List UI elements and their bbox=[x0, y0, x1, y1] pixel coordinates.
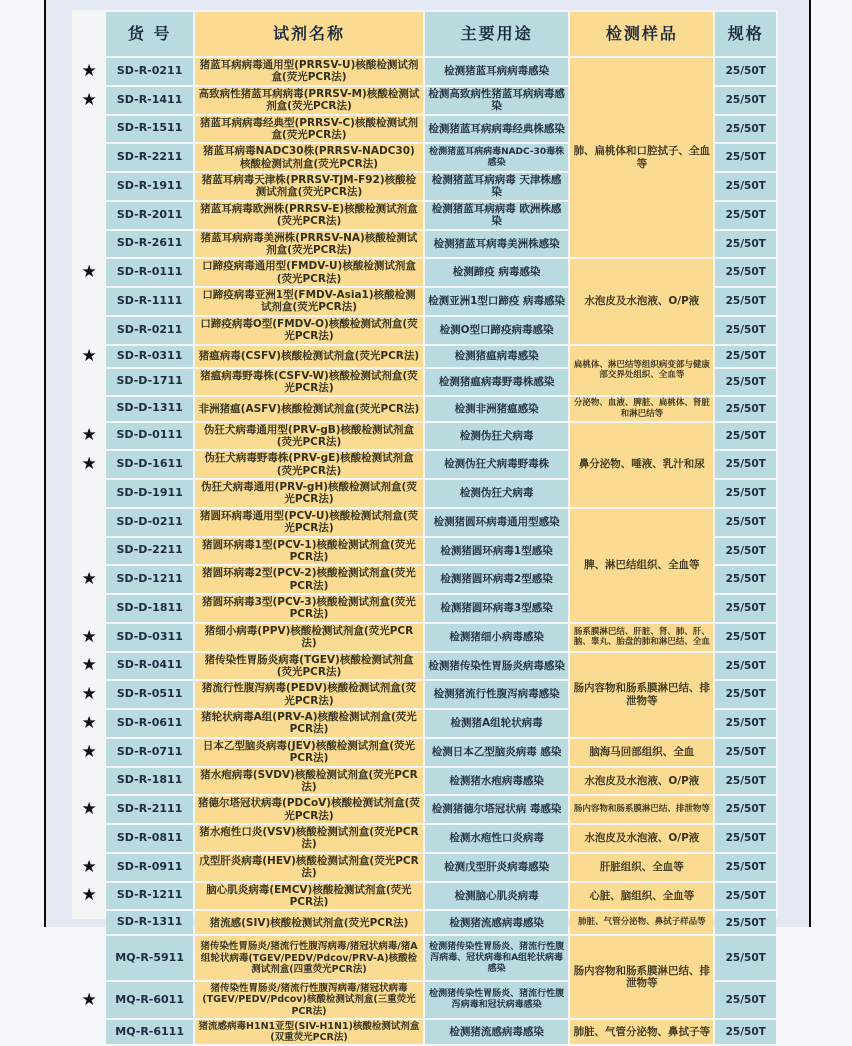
star-icon: ★ bbox=[81, 262, 97, 283]
cell-product-code: SD-R-1511 bbox=[106, 116, 193, 143]
cell-test-sample: 水泡皮及水泡液、O/P液 bbox=[570, 259, 713, 343]
cell-product-code: SD-D-1311 bbox=[106, 397, 193, 420]
star-icon: ★ bbox=[81, 89, 97, 110]
cell-spec: 25/50T bbox=[715, 116, 776, 143]
cell-spec: 25/50T bbox=[715, 231, 776, 258]
cell-test-sample: 肠内容物和肠系膜淋巴结、排泄物等 bbox=[570, 653, 713, 737]
table-row bbox=[74, 653, 776, 680]
cell-product-code: SD-D-0311 bbox=[106, 624, 193, 651]
cell-main-usage: 检测猪圆环病毒通用型感染 bbox=[425, 509, 568, 536]
cell-spec: 25/50T bbox=[715, 710, 776, 737]
star-gutter-cell bbox=[74, 538, 104, 565]
cell-reagent-name: 日本乙型脑炎病毒(JEV)核酸检测试剂盒(荧光PCR法) bbox=[195, 739, 423, 766]
star-gutter-cell bbox=[74, 144, 104, 171]
cell-main-usage: 检测戊型肝炎病毒感染 bbox=[425, 854, 568, 881]
cell-reagent-name: 口蹄疫病毒通用型(FMDV-U)核酸检测试剂盒(荧光PCR法) bbox=[195, 259, 423, 286]
cell-reagent-name: 猪水疱性口炎(VSV)核酸检测试剂盒(荧光PCR法) bbox=[195, 825, 423, 852]
cell-reagent-name: 猪流行性腹泻病毒(PEDV)核酸检测试剂盒(荧光PCR法) bbox=[195, 681, 423, 708]
star-icon: ★ bbox=[81, 856, 97, 877]
star-gutter-header bbox=[74, 12, 104, 56]
star-icon: ★ bbox=[81, 60, 97, 81]
cell-main-usage: 检测猪流感病毒感染 bbox=[425, 1020, 568, 1044]
cell-product-code: SD-R-0211 bbox=[106, 317, 193, 344]
cell-test-sample: 心脏、脑组织、全血等 bbox=[570, 883, 713, 910]
cell-product-code: SD-D-1711 bbox=[106, 369, 193, 396]
cell-product-code: SD-R-0211 bbox=[106, 58, 193, 85]
cell-product-code: SD-D-0211 bbox=[106, 509, 193, 536]
cell-spec: 25/50T bbox=[715, 739, 776, 766]
table-row bbox=[74, 58, 776, 85]
cell-main-usage: 检测水疱性口炎病毒 bbox=[425, 825, 568, 852]
cell-spec: 25/50T bbox=[715, 423, 776, 450]
cell-main-usage: 检测猪蓝耳病病毒 天津株感染 bbox=[425, 173, 568, 200]
cell-main-usage: 检测猪圆环病毒2型感染 bbox=[425, 566, 568, 593]
cell-main-usage: 检测猪流行性腹泻病毒感染 bbox=[425, 681, 568, 708]
cell-product-code: SD-R-2011 bbox=[106, 202, 193, 229]
cell-main-usage: 检测猪传染性胃肠炎、猪流行性腹泻病毒和冠状病毒感染 bbox=[425, 982, 568, 1018]
star-gutter-cell bbox=[74, 825, 104, 852]
cell-test-sample: 水泡皮及水泡液、O/P液 bbox=[570, 825, 713, 852]
cell-reagent-name: 猪轮状病毒A组(PRV-A)核酸检测试剂盒(荧光PCR法) bbox=[195, 710, 423, 737]
table-panel bbox=[72, 10, 778, 1044]
cell-main-usage: 检测猪瘟病毒感染 bbox=[425, 346, 568, 367]
cell-product-code: SD-R-0711 bbox=[106, 739, 193, 766]
right-crop-line bbox=[809, 0, 811, 927]
cell-product-code: SD-R-0611 bbox=[106, 710, 193, 737]
cell-product-code: SD-R-1311 bbox=[106, 911, 193, 934]
cell-main-usage: 检测高致病性猪蓝耳病病毒感染 bbox=[425, 87, 568, 114]
cell-product-code: SD-D-1611 bbox=[106, 451, 193, 478]
cell-spec: 25/50T bbox=[715, 259, 776, 286]
star-gutter-cell bbox=[74, 173, 104, 200]
cell-main-usage: 检测伪狂犬病毒野毒株 bbox=[425, 451, 568, 478]
cell-product-code: SD-D-0111 bbox=[106, 423, 193, 450]
col-header-spec: 规格 bbox=[715, 12, 776, 56]
cell-main-usage: 检测猪传染性胃肠炎病毒感染 bbox=[425, 653, 568, 680]
cell-main-usage: 检测猪传染性胃肠炎、猪流行性腹泻病毒、冠状病毒和A组轮状病毒感染 bbox=[425, 936, 568, 980]
cell-spec: 25/50T bbox=[715, 369, 776, 396]
star-gutter-cell bbox=[74, 936, 104, 980]
cell-main-usage: 检测猪A组轮状病毒 bbox=[425, 710, 568, 737]
cell-reagent-name: 伪狂犬病毒通用(PRV-gH)核酸检测试剂盒(荧光PCR法) bbox=[195, 480, 423, 507]
star-gutter-cell bbox=[74, 480, 104, 507]
star-gutter-cell bbox=[74, 1020, 104, 1044]
star-gutter-cell bbox=[74, 595, 104, 622]
cell-spec: 25/50T bbox=[715, 202, 776, 229]
cell-reagent-name: 猪瘟病毒野毒株(CSFV-W)核酸检测试剂盒(荧光PCR法) bbox=[195, 369, 423, 396]
cell-main-usage: 检测猪德尔塔冠状病 毒感染 bbox=[425, 796, 568, 823]
cell-product-code: SD-R-0311 bbox=[106, 346, 193, 367]
cell-main-usage: 检测日本乙型脑炎病毒 感染 bbox=[425, 739, 568, 766]
cell-main-usage: 检测蹄疫 病毒感染 bbox=[425, 259, 568, 286]
cell-product-code: SD-D-1911 bbox=[106, 480, 193, 507]
star-icon: ★ bbox=[81, 712, 97, 733]
cell-test-sample: 脾、淋巴结组织、全血等 bbox=[570, 509, 713, 622]
cell-test-sample: 鼻分泌物、唾液、乳汁和尿 bbox=[570, 423, 713, 507]
cell-spec: 25/50T bbox=[715, 144, 776, 171]
cell-reagent-name: 猪流感(SIV)核酸检测试剂盒(荧光PCR法) bbox=[195, 911, 423, 934]
cell-main-usage: 检测猪水疱病毒感染 bbox=[425, 768, 568, 795]
cell-reagent-name: 高致病性猪蓝耳病病毒(PRRSV-M)核酸检测试剂盒(荧光PCR法) bbox=[195, 87, 423, 114]
cell-main-usage: 检测猪蓝耳病病毒NADC-30毒株感染 bbox=[425, 144, 568, 171]
cell-test-sample: 水泡皮及水泡液、O/P液 bbox=[570, 768, 713, 795]
cell-test-sample: 扁桃体、淋巴结等组织病变部与健康部交界处组织、全血等 bbox=[570, 346, 713, 396]
cell-test-sample: 肠系膜淋巴结、肝脏、肾、肺、肝、脑、睾丸、胎盘的肺和淋巴结、全血 bbox=[570, 624, 713, 651]
cell-spec: 25/50T bbox=[715, 288, 776, 315]
cell-spec: 25/50T bbox=[715, 509, 776, 536]
cell-reagent-name: 猪传染性胃肠炎/猪流行性腹泻病毒/猪冠状病毒(TGEV/PEDV/Pdcov)核酸检测试剂盒(三重荧光PCR法) bbox=[195, 982, 423, 1018]
cell-product-code: SD-R-1211 bbox=[106, 883, 193, 910]
cell-spec: 25/50T bbox=[715, 768, 776, 795]
table-row bbox=[74, 883, 776, 910]
table-row bbox=[74, 936, 776, 980]
star-gutter-cell bbox=[74, 202, 104, 229]
table-row bbox=[74, 346, 776, 367]
table-row bbox=[74, 739, 776, 766]
table-row bbox=[74, 259, 776, 286]
table-row bbox=[74, 624, 776, 651]
star-icon: ★ bbox=[81, 569, 97, 590]
cell-product-code: SD-R-0111 bbox=[106, 259, 193, 286]
cell-reagent-name: 猪蓝耳病病毒经典型(PRRSV-C)核酸检测试剂盒(荧光PCR法) bbox=[195, 116, 423, 143]
table-row bbox=[74, 796, 776, 823]
cell-main-usage: 检测伪狂犬病毒 bbox=[425, 480, 568, 507]
cell-reagent-name: 口蹄疫病毒O型(FMDV-O)核酸检测试剂盒(荧光PCR法) bbox=[195, 317, 423, 344]
cell-reagent-name: 猪蓝耳病毒欧洲株(PRRSV-E)核酸检测试剂盒(荧光PCR法) bbox=[195, 202, 423, 229]
cell-product-code: SD-R-0511 bbox=[106, 681, 193, 708]
cell-reagent-name: 猪蓝耳病毒NADC30株(PRRSV-NADC30)核酸检测试剂盒(荧光PCR法) bbox=[195, 144, 423, 171]
table-row bbox=[74, 397, 776, 420]
star-gutter-cell bbox=[74, 317, 104, 344]
cell-main-usage: 检测猪瘟病毒野毒株感染 bbox=[425, 369, 568, 396]
cell-test-sample: 肺脏、气管分泌物、鼻拭子等 bbox=[570, 1020, 713, 1044]
cell-reagent-name: 戊型肝炎病毒(HEV)核酸检测试剂盒(荧光PCR法) bbox=[195, 854, 423, 881]
star-icon: ★ bbox=[81, 655, 97, 676]
cell-reagent-name: 伪狂犬病毒野毒株(PRV-gE)核酸检测试剂盒(荧光PCR法) bbox=[195, 451, 423, 478]
star-gutter-cell bbox=[74, 231, 104, 258]
cell-product-code: SD-R-2611 bbox=[106, 231, 193, 258]
cell-reagent-name: 猪蓝耳病毒天津株(PRRSV-TJM-F92)核酸检测试剂盒(荧光PCR法) bbox=[195, 173, 423, 200]
cell-spec: 25/50T bbox=[715, 825, 776, 852]
cell-spec: 25/50T bbox=[715, 480, 776, 507]
table-row bbox=[74, 423, 776, 450]
cell-main-usage: 检测脑心肌炎病毒 bbox=[425, 883, 568, 910]
star-gutter-cell bbox=[74, 768, 104, 795]
cell-product-code: MQ-R-5911 bbox=[106, 936, 193, 980]
table-row bbox=[74, 1020, 776, 1044]
cell-spec: 25/50T bbox=[715, 624, 776, 651]
cell-reagent-name: 非洲猪瘟(ASFV)核酸检测试剂盒(荧光PCR法) bbox=[195, 397, 423, 420]
col-header-code: 货 号 bbox=[106, 12, 193, 56]
table-row bbox=[74, 854, 776, 881]
star-icon: ★ bbox=[81, 799, 97, 820]
col-header-usage: 主要用途 bbox=[425, 12, 568, 56]
star-gutter-cell bbox=[74, 509, 104, 536]
cell-spec: 25/50T bbox=[715, 595, 776, 622]
cell-product-code: SD-R-1411 bbox=[106, 87, 193, 114]
cell-main-usage: 检测猪流感病毒感染 bbox=[425, 911, 568, 934]
cell-reagent-name: 猪水疱病毒(SVDV)核酸检测试剂盒(荧光PCR法) bbox=[195, 768, 423, 795]
cell-main-usage: 检测猪蓝耳病毒美洲株感染 bbox=[425, 231, 568, 258]
cell-test-sample: 肠内容物和肠系膜淋巴结、排泄物等 bbox=[570, 796, 713, 823]
cell-spec: 25/50T bbox=[715, 397, 776, 420]
cell-reagent-name: 猪圆环病毒2型(PCV-2)核酸检测试剂盒(荧光PCR法) bbox=[195, 566, 423, 593]
cell-product-code: SD-R-0811 bbox=[106, 825, 193, 852]
cell-reagent-name: 猪圆环病毒通用型(PCV-U)核酸检测试剂盒(荧光PCR法) bbox=[195, 509, 423, 536]
table-row bbox=[74, 768, 776, 795]
cell-main-usage: 检测猪蓝耳病病毒经典株感染 bbox=[425, 116, 568, 143]
cell-spec: 25/50T bbox=[715, 538, 776, 565]
cell-spec: 25/50T bbox=[715, 936, 776, 980]
cell-product-code: SD-D-1811 bbox=[106, 595, 193, 622]
cell-product-code: SD-R-1111 bbox=[106, 288, 193, 315]
cell-main-usage: 检测猪细小病毒感染 bbox=[425, 624, 568, 651]
star-icon: ★ bbox=[81, 885, 97, 906]
reagent-catalog-table bbox=[72, 10, 778, 1046]
cell-reagent-name: 猪蓝耳病病毒通用型(PRRSV-U)核酸检测试剂盒(荧光PCR法) bbox=[195, 58, 423, 85]
star-gutter-cell bbox=[74, 116, 104, 143]
cell-reagent-name: 猪圆环病毒3型(PCV-3)核酸检测试剂盒(荧光PCR法) bbox=[195, 595, 423, 622]
cell-reagent-name: 猪圆环病毒1型(PCV-1)核酸检测试剂盒(荧光PCR法) bbox=[195, 538, 423, 565]
star-gutter-cell bbox=[74, 911, 104, 934]
cell-spec: 25/50T bbox=[715, 451, 776, 478]
cell-product-code: SD-R-1911 bbox=[106, 173, 193, 200]
cell-spec: 25/50T bbox=[715, 911, 776, 934]
header-row bbox=[74, 12, 776, 56]
cell-reagent-name: 猪瘟病毒(CSFV)核酸检测试剂盒(荧光PCR法) bbox=[195, 346, 423, 367]
cell-spec: 25/50T bbox=[715, 173, 776, 200]
cell-reagent-name: 猪细小病毒(PPV)核酸检测试剂盒(荧光PCR法) bbox=[195, 624, 423, 651]
cell-product-code: SD-D-1211 bbox=[106, 566, 193, 593]
cell-reagent-name: 口蹄疫病毒亚洲1型(FMDV-Asia1)核酸检测试剂盒(荧光PCR法) bbox=[195, 288, 423, 315]
cell-spec: 25/50T bbox=[715, 1020, 776, 1044]
cell-product-code: SD-R-2211 bbox=[106, 144, 193, 171]
col-header-name: 试剂名称 bbox=[195, 12, 423, 56]
cell-product-code: MQ-R-6011 bbox=[106, 982, 193, 1018]
cell-reagent-name: 猪传染性胃肠炎/猪流行性腹泻病毒/猪冠状病毒/猪A组轮状病毒(TGEV/PEDV/Pdcov/PRV-A)核酸检测试剂盒(四重荧光PCR法) bbox=[195, 936, 423, 980]
cell-product-code: SD-R-0411 bbox=[106, 653, 193, 680]
cell-main-usage: 检测猪圆环病毒1型感染 bbox=[425, 538, 568, 565]
table-row bbox=[74, 825, 776, 852]
cell-main-usage: 检测猪圆环病毒3型感染 bbox=[425, 595, 568, 622]
cell-spec: 25/50T bbox=[715, 346, 776, 367]
cell-test-sample: 脑海马回部组织、全血 bbox=[570, 739, 713, 766]
cell-test-sample: 分泌物、血液、脾脏、扁桃体、肾脏和淋巴结等 bbox=[570, 397, 713, 420]
cell-reagent-name: 猪传染性胃肠炎病毒(TGEV)核酸检测试剂盒(荧光PCR法) bbox=[195, 653, 423, 680]
cell-product-code: SD-R-1811 bbox=[106, 768, 193, 795]
cell-test-sample: 肠内容物和肠系膜淋巴结、排泄物等 bbox=[570, 936, 713, 1018]
cell-test-sample: 肺、扁桃体和口腔拭子、全血等 bbox=[570, 58, 713, 257]
cell-product-code: SD-R-2111 bbox=[106, 796, 193, 823]
cell-spec: 25/50T bbox=[715, 653, 776, 680]
left-crop-line bbox=[44, 0, 46, 927]
cell-test-sample: 肝脏组织、全血等 bbox=[570, 854, 713, 881]
cell-spec: 25/50T bbox=[715, 58, 776, 85]
col-header-sample: 检测样品 bbox=[570, 12, 713, 56]
star-icon: ★ bbox=[81, 684, 97, 705]
cell-test-sample: 肺脏、气管分泌物、鼻拭子样品等 bbox=[570, 911, 713, 934]
table-row bbox=[74, 509, 776, 536]
table-row bbox=[74, 911, 776, 934]
star-icon: ★ bbox=[81, 425, 97, 446]
cell-main-usage: 检测亚洲1型口蹄疫 病毒感染 bbox=[425, 288, 568, 315]
star-icon: ★ bbox=[81, 626, 97, 647]
cell-product-code: SD-R-0911 bbox=[106, 854, 193, 881]
cell-reagent-name: 猪蓝耳病病毒美洲株(PRRSV-NA)核酸检测试剂盒(荧光PCR法) bbox=[195, 231, 423, 258]
cell-spec: 25/50T bbox=[715, 982, 776, 1018]
cell-spec: 25/50T bbox=[715, 87, 776, 114]
cell-product-code: SD-D-2211 bbox=[106, 538, 193, 565]
cell-reagent-name: 猪流感病毒H1N1亚型(SIV-H1N1)核酸检测试剂盒(双重荧光PCR法) bbox=[195, 1020, 423, 1044]
star-gutter-cell bbox=[74, 397, 104, 420]
cell-spec: 25/50T bbox=[715, 854, 776, 881]
cell-reagent-name: 猪德尔塔冠状病毒(PDCoV)核酸检测试剂盒(荧光PCR法) bbox=[195, 796, 423, 823]
cell-main-usage: 检测伪狂犬病毒 bbox=[425, 423, 568, 450]
star-icon: ★ bbox=[81, 454, 97, 475]
cell-spec: 25/50T bbox=[715, 681, 776, 708]
star-icon: ★ bbox=[81, 989, 97, 1010]
cell-main-usage: 检测非洲猪瘟感染 bbox=[425, 397, 568, 420]
cell-spec: 25/50T bbox=[715, 796, 776, 823]
cell-reagent-name: 伪狂犬病毒通用型(PRV-gB)核酸检测试剂盒(荧光PCR法) bbox=[195, 423, 423, 450]
cell-spec: 25/50T bbox=[715, 883, 776, 910]
cell-product-code: MQ-R-6111 bbox=[106, 1020, 193, 1044]
star-icon: ★ bbox=[81, 741, 97, 762]
star-icon: ★ bbox=[81, 345, 97, 366]
cell-main-usage: 检测猪蓝耳病病毒感染 bbox=[425, 58, 568, 85]
star-gutter-cell bbox=[74, 288, 104, 315]
cell-reagent-name: 脑心肌炎病毒(EMCV)核酸检测试剂盒(荧光PCR法) bbox=[195, 883, 423, 910]
cell-main-usage: 检测猪蓝耳病病毒 欧洲株感染 bbox=[425, 202, 568, 229]
cell-spec: 25/50T bbox=[715, 317, 776, 344]
cell-spec: 25/50T bbox=[715, 566, 776, 593]
cell-main-usage: 检测O型口蹄疫病毒感染 bbox=[425, 317, 568, 344]
star-gutter-cell bbox=[74, 369, 104, 396]
